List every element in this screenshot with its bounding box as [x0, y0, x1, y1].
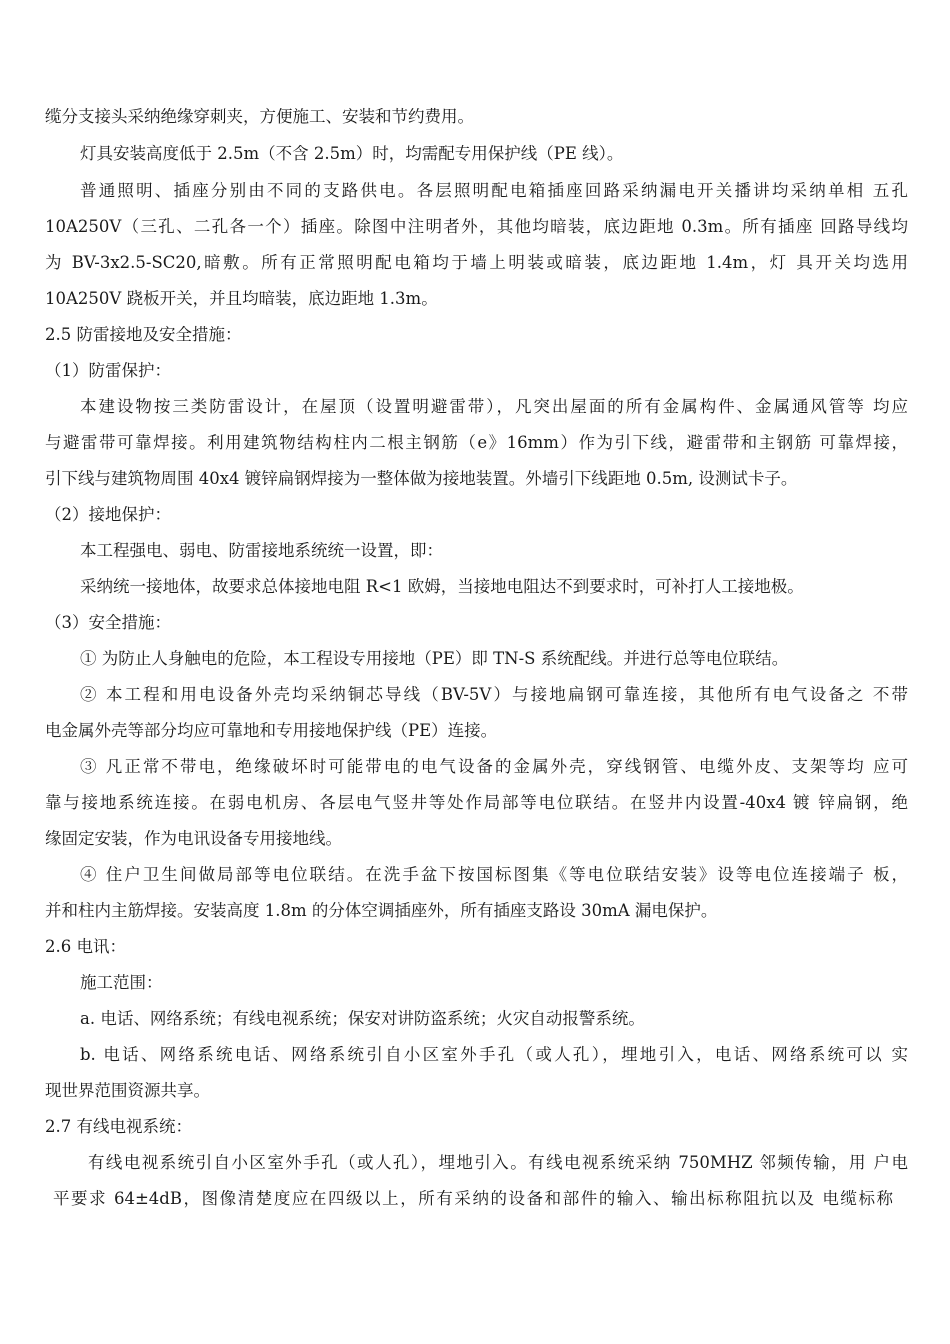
text-line: 并和柱内主筋焊接。安装高度 1.8m 的分体空调插座外，所有插座支路设 30mA 漏电保护。: [45, 901, 718, 920]
text-line: b. 电话、网络系统电话、网络系统引自小区室外手孔（或人孔），埋地引入，电话、网络系统可以 实: [80, 1045, 908, 1064]
text-line: 与避雷带可靠焊接。利用建筑物结构柱内二根主钢筋（e》16mm）作为引下线，避雷带和主钢筋 可靠焊接，: [45, 433, 908, 452]
text-line: 平要求 64±4dB，图像清楚度应在四级以上，所有采纳的设备和部件的输入、输出标称阻抗以及 电缆标称: [53, 1189, 893, 1208]
section-heading: 2.7 有线电视系统：: [45, 1117, 192, 1136]
text-line: 引下线与建筑物周围 40x4 镀锌扁钢焊接为一整体做为接地装置。外墙引下线距地 0.5m, 设测试卡子。: [45, 469, 798, 488]
text-line: 10A250V（三孔、二孔各一个）插座。除图中注明者外，其他均暗装，底边距地 0.3m。所有插座 回路导线均: [45, 217, 908, 236]
text-line: 电金属外壳等部分均应可靠地和专用接地保护线（PE）连接。: [45, 721, 498, 740]
subsection-heading: （1）防雷保护：: [45, 361, 171, 380]
text-line: 施工范围：: [80, 973, 163, 992]
text-line: 有线电视系统引自小区室外手孔（或人孔），埋地引入。有线电视系统采纳 750MHZ 邻频传输，用 户电: [88, 1153, 908, 1172]
text-line: a. 电话、网络系统；有线电视系统；保安对讲防盗系统；火灾自动报警系统。: [80, 1009, 645, 1028]
text-line: ③ 凡正常不带电，绝缘破坏时可能带电的电气设备的金属外壳，穿线钢管、电缆外皮、支架等均 应可: [80, 757, 908, 776]
text-line: ① 为防止人身触电的危险，本工程设专用接地（PE）即 TN-S 系统配线。并进行总等电位联结。: [80, 649, 789, 668]
text-line: 普通照明、插座分别由不同的支路供电。各层照明配电箱插座回路采纳漏电开关播讲均采纳单相 五孔: [80, 181, 908, 200]
section-heading: 2.6 电讯：: [45, 937, 126, 956]
text-line: 靠与接地系统连接。在弱电机房、各层电气竖井等处作局部等电位联结。在竖井内设置-40x4 镀 锌扁钢，绝: [45, 793, 908, 812]
text-line: 10A250V 跷板开关，并且均暗装，底边距地 1.3m。: [45, 289, 438, 308]
subsection-heading: （3）安全措施：: [45, 613, 171, 632]
text-line: ② 本工程和用电设备外壳均采纳铜芯导线（BV-5V）与接地扁钢可靠连接，其他所有电气设备之 不带: [80, 685, 908, 704]
text-line: 本工程强电、弱电、防雷接地系统统一设置，即：: [80, 541, 443, 560]
text-line: ④ 住户卫生间做局部等电位联结。在洗手盆下按国标图集《等电位联结安装》设等电位连接端子 板，: [80, 865, 908, 884]
section-heading: 2.5 防雷接地及安全措施：: [45, 325, 242, 344]
subsection-heading: （2）接地保护：: [45, 505, 171, 524]
text-line: 现世界范围资源共享。: [45, 1081, 210, 1100]
text-line: 灯具安装高度低于 2.5m（不含 2.5m）时，均需配专用保护线（PE 线）。: [80, 144, 624, 163]
text-line: 采纳统一接地体，故要求总体接地电阻 R<1 欧姆，当接地电阻达不到要求时，可补打人工接地极。: [80, 577, 804, 596]
text-line: 本建设物按三类防雷设计，在屋顶（设置明避雷带），凡突出屋面的所有金属构件、金属通风管等 均应: [80, 397, 908, 416]
text-line: 缆分支接头采纳绝缘穿刺夹，方便施工、安装和节约费用。: [45, 107, 474, 126]
text-line: 为 BV-3x2.5-SC20,暗敷。所有正常照明配电箱均于墙上明装或暗装，底边距地 1.4m，灯 具开关均选用: [45, 253, 908, 272]
text-line: 缘固定安装，作为电讯设备专用接地线。: [45, 829, 342, 848]
